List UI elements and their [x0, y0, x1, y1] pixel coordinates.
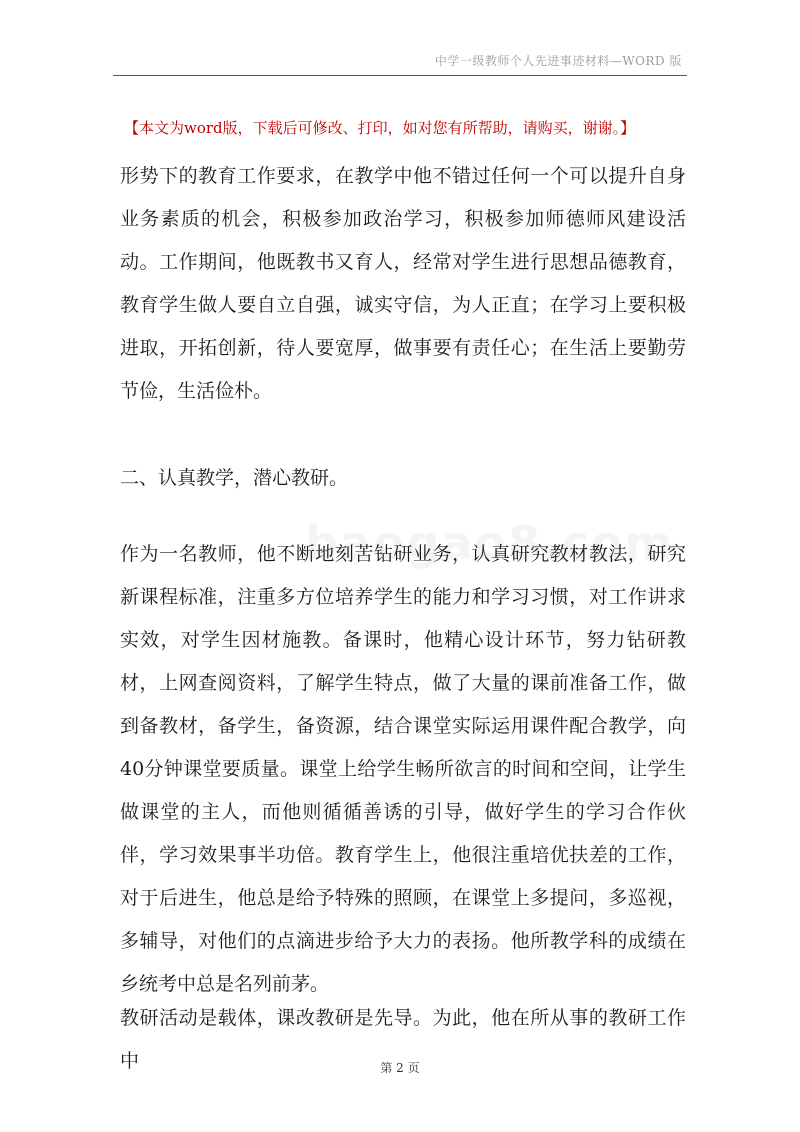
- header-divider: [113, 75, 687, 76]
- running-header-title: 中学一级教师个人先进事迹材料—WORD 版: [434, 54, 682, 68]
- download-notice: 【本文为word版，下载后可修改、打印，如对您有所帮助，请购买，谢谢。】: [124, 119, 636, 137]
- paragraph-1: 形势下的教育工作要求，在教学中他不错过任何一个可以提升自身业务素质的机会，积极参加政治学习，积极参加师德师风建设活动。工作期间，他既教书又育人，经常对学生进行思想品德教育，教育学生做人要自立自强，诚实守信，为人正直；在学习上要积极进取，开拓创新，待人要宽厚，做事要有责任心；在生活上要勤劳节俭，生活俭朴。: [120, 165, 686, 402]
- page-number: 第 2 页: [380, 1061, 420, 1075]
- paragraph-3: 教研活动是载体，课改教研是先导。为此，他在所从事的教研工作中: [120, 1007, 686, 1072]
- section-heading-2: 二、认真教学，潜心教研。: [120, 467, 349, 489]
- paragraph-2: 作为一名教师，他不断地刻苦钻研业务，认真研究教材教法，研究新课程标准，注重多方位培养学生的能力和学习习惯，对工作讲求实效，对学生因材施教。备课时，他精心设计环节，努力钻研教材，上网查阅资料，了解学生特点，做了大量的课前准备工作，做到备教材，备学生，备资源，结合课堂实际运用课件配合教学，向40分钟课堂要质量。课堂上给学生畅所欲言的时间和空间，让学生做课堂的主人，而他则循循善诱的引导，做好学生的学习合作伙伴，学习效果事半功倍。教育学生上，他很注重培优扶差的工作，对于后进生，他总是给予特殊的照顾，在课堂上多提问，多巡视，多辅导，对他们的点滴进步给予大力的表扬。他所教学科的成绩在乡统考中总是名列前茅。: [120, 543, 686, 995]
